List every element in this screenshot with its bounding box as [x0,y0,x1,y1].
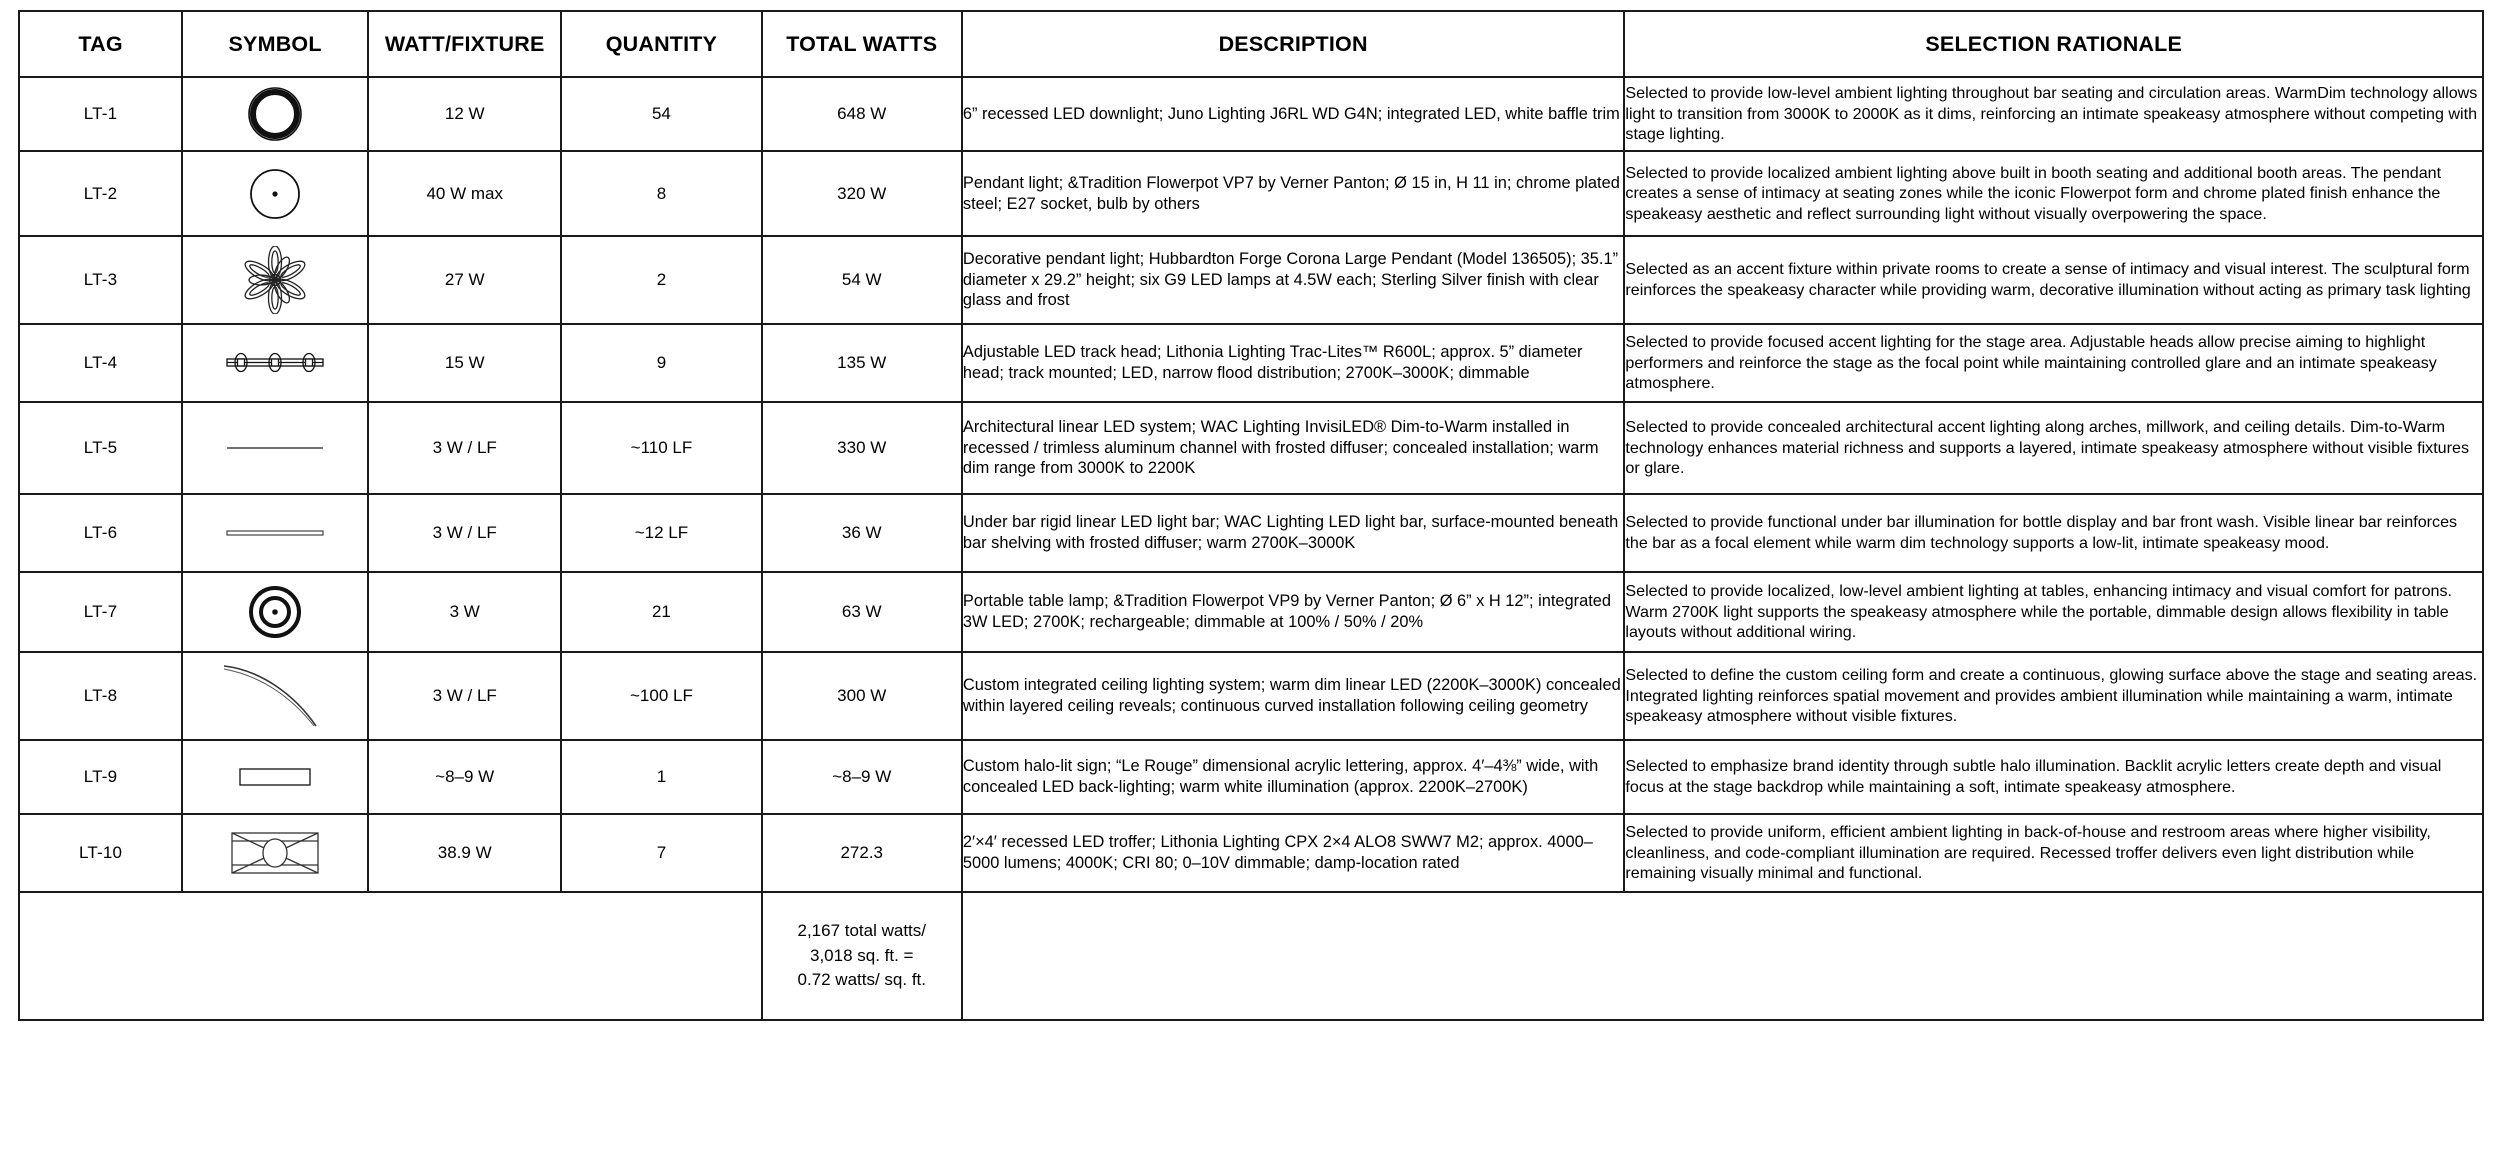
watt-per-fixture: 40 W max [368,151,561,236]
selection-rationale: Selected to emphasize brand identity through subtle halo illumination. Backlit acrylic letters create depth and visual focus at the stage backdrop while maintaining a soft, intimate speakeasy atmosphere. [1624,740,2483,814]
selection-rationale: Selected to provide localized ambient lighting above built in booth seating and additional booth areas. The pendant creates a sense of intimacy at seating zones while the iconic Flowerpot form and chrome plated finish enhance the speakeasy aesthetic and reflect surrounding light without visually overpowering the space. [1624,151,2483,236]
description: Adjustable LED track head; Lithonia Lighting Trac-Lites™ R600L; approx. 5” diameter head; track mounted; LED, narrow flood distribution; 2700K–3000K; dimmable [962,324,1625,402]
symbol-cell [182,572,368,652]
quantity: ~100 LF [561,652,761,740]
thick-ring-downlight-symbol [246,85,304,143]
fixture-tag: LT-2 [19,151,182,236]
total-watts: 300 W [762,652,962,740]
header-row [19,11,2483,77]
quantity: 2 [561,236,761,324]
table-row [19,814,2483,892]
symbol-cell [182,814,368,892]
totals-blank-right [962,892,2483,1020]
quantity: ~12 LF [561,494,761,572]
watts-per-sqft-line: 0.72 watts/ sq. ft. [797,970,926,990]
quantity: 21 [561,572,761,652]
quantity: 54 [561,77,761,151]
total-watts: 330 W [762,402,962,494]
table-row [19,324,2483,402]
symbol-cell [182,740,368,814]
fixture-tag: LT-7 [19,572,182,652]
total-watts-line: 2,167 total watts/ [797,921,927,941]
selection-rationale: Selected to provide uniform, efficient ambient lighting in back-of-house and restroom areas where higher visibility, cleanliness, and code-compliant illumination are required. Recessed troffer delivers even light distribution while remaining visually minimal and functional. [1624,814,2483,892]
quantity: ~110 LF [561,402,761,494]
table-row [19,151,2483,236]
quantity: 9 [561,324,761,402]
total-watts: 272.3 [762,814,962,892]
description: 6” recessed LED downlight; Juno Lighting J6RL WD G4N; integrated LED, white baffle trim [962,77,1625,151]
description: Under bar rigid linear LED light bar; WAC Lighting LED light bar, surface-mounted beneath bar shelving with frosted diffuser; warm 2700K–3000K [962,494,1625,572]
six-petal-floral-pendant-symbol [238,246,312,314]
watt-per-fixture: 3 W [368,572,561,652]
selection-rationale: Selected to provide low-level ambient lighting throughout bar seating and circulation areas. WarmDim technology allows light to transition from 3000K to 2000K as it dims, reinforcing an intimate speakeasy atmosphere without competing with stage lighting. [1624,77,2483,151]
total-watts: 63 W [762,572,962,652]
selection-rationale: Selected to provide functional under bar illumination for bottle display and bar front wash. Visible linear bar reinforces the bar as a focal element while warm dim technology supports a low-lit, intimate speakeasy mood. [1624,494,2483,572]
totals-row [19,892,2483,1020]
total-watts: 36 W [762,494,962,572]
fixture-tag: LT-1 [19,77,182,151]
total-watts: 320 W [762,151,962,236]
column-header-quantity: QUANTITY [561,11,761,77]
fixture-tag: LT-5 [19,402,182,494]
total-area-line: 3,018 sq. ft. = [810,945,914,965]
symbol-cell [182,236,368,324]
table-row [19,572,2483,652]
concentric-rings-table-lamp-symbol [246,583,304,641]
column-header-symbol: SYMBOL [182,11,368,77]
column-header-selection-rationale: SELECTION RATIONALE [1624,11,2483,77]
table-row [19,652,2483,740]
watt-per-fixture: 15 W [368,324,561,402]
description: Portable table lamp; &Tradition Flowerpot VP9 by Verner Panton; Ø 6” x H 12”; integrated 3W LED; 2700K; rechargeable; dimmable at 100% / 50% / 20% [962,572,1625,652]
table-row [19,402,2483,494]
table-body [19,77,2483,1020]
watt-per-fixture: ~8–9 W [368,740,561,814]
thin-linear-run-symbol [225,442,325,454]
description: Custom integrated ceiling lighting system; warm dim linear LED (2200K–3000K) concealed within layered ceiling reveals; continuous curved installation following ceiling geometry [962,652,1625,740]
fixture-tag: LT-8 [19,652,182,740]
total-watts: 648 W [762,77,962,151]
total-watts: 135 W [762,324,962,402]
watt-per-fixture: 3 W / LF [368,652,561,740]
symbol-cell [182,652,368,740]
fixture-tag: LT-10 [19,814,182,892]
description: Custom halo-lit sign; “Le Rouge” dimensional acrylic lettering, approx. 4′–4⅜” wide, with concealed LED back-lighting; warm white illumination (approx. 2200K–2700K) [962,740,1625,814]
double-line-bar-symbol [225,527,325,539]
symbol-cell [182,402,368,494]
watt-per-fixture: 27 W [368,236,561,324]
table-row [19,77,2483,151]
watt-per-fixture: 38.9 W [368,814,561,892]
totals-blank-left [19,892,762,1020]
fixture-tag: LT-6 [19,494,182,572]
watts-per-square-foot-summary [762,892,962,1020]
selection-rationale: Selected to provide concealed architectural accent lighting along arches, millwork, and ceiling details. Dim-to-Warm technology enhances material richness and supports a layered, intimate speakeasy atmosphere without visible fixtures or glare. [1624,402,2483,494]
watt-per-fixture: 3 W / LF [368,494,561,572]
watt-per-fixture: 3 W / LF [368,402,561,494]
curved-arc-cove-symbol [220,660,330,732]
description: Pendant light; &Tradition Flowerpot VP7 by Verner Panton; Ø 15 in, H 11 in; chrome plated steel; E27 socket, bulb by others [962,151,1625,236]
symbol-cell [182,494,368,572]
quantity: 1 [561,740,761,814]
description: Decorative pendant light; Hubbardton Forge Corona Large Pendant (Model 136505); 35.1” diameter x 29.2” height; six G9 LED lamps at 4.5W each; Sterling Silver finish with clear glass and frost [962,236,1625,324]
column-header-total-watts: TOTAL WATTS [762,11,962,77]
symbol-cell [182,77,368,151]
symbol-cell [182,324,368,402]
quantity: 8 [561,151,761,236]
lighting-fixture-schedule-table [18,10,2484,1021]
table-row [19,494,2483,572]
selection-rationale: Selected to provide focused accent lighting for the stage area. Adjustable heads allow precise aiming to highlight performers and reinforce the stage as the focal point while maintaining controlled glare and an intimate speakeasy atmosphere. [1624,324,2483,402]
circle-with-center-dot-pendant-symbol [246,165,304,223]
fixture-tag: LT-3 [19,236,182,324]
troffer-with-x-bracing-symbol [228,827,322,879]
column-header-watt-fixture: WATT/FIXTURE [368,11,561,77]
description: Architectural linear LED system; WAC Lighting InvisiLED® Dim-to-Warm installed in recessed / trimless aluminum channel with frosted diffuser; concealed installation; warm dim range from 3000K to 2200K [962,402,1625,494]
open-rectangle-sign-symbol [237,762,313,792]
total-watts: ~8–9 W [762,740,962,814]
description: 2′×4′ recessed LED troffer; Lithonia Lighting CPX 2×4 ALO8 SWW7 M2; approx. 4000–5000 lumens; 4000K; CRI 80; 0–10V dimmable; damp-location rated [962,814,1625,892]
table-row [19,236,2483,324]
column-header-tag: TAG [19,11,182,77]
watt-per-fixture: 12 W [368,77,561,151]
table-header [19,11,2483,77]
column-header-description: DESCRIPTION [962,11,1625,77]
selection-rationale: Selected as an accent fixture within private rooms to create a sense of intimacy and visual interest. The sculptural form reinforces the speakeasy character while providing warm, decorative illumination without acting as primary task lighting [1624,236,2483,324]
fixture-tag: LT-4 [19,324,182,402]
selection-rationale: Selected to provide localized, low-level ambient lighting at tables, enhancing intimacy and visual comfort for patrons. Warm 2700K light supports the speakeasy atmosphere while the portable, dimmable design allows flexibility in table layouts without additional wiring. [1624,572,2483,652]
track-with-three-heads-symbol [221,348,329,378]
selection-rationale: Selected to define the custom ceiling form and create a continuous, glowing surface above the stage and seating areas. Integrated lighting reinforces spatial movement and provides ambient illumination while maintaining a warm, intimate speakeasy atmosphere without visible fixtures. [1624,652,2483,740]
table-row [19,740,2483,814]
symbol-cell [182,151,368,236]
fixture-tag: LT-9 [19,740,182,814]
quantity: 7 [561,814,761,892]
total-watts: 54 W [762,236,962,324]
